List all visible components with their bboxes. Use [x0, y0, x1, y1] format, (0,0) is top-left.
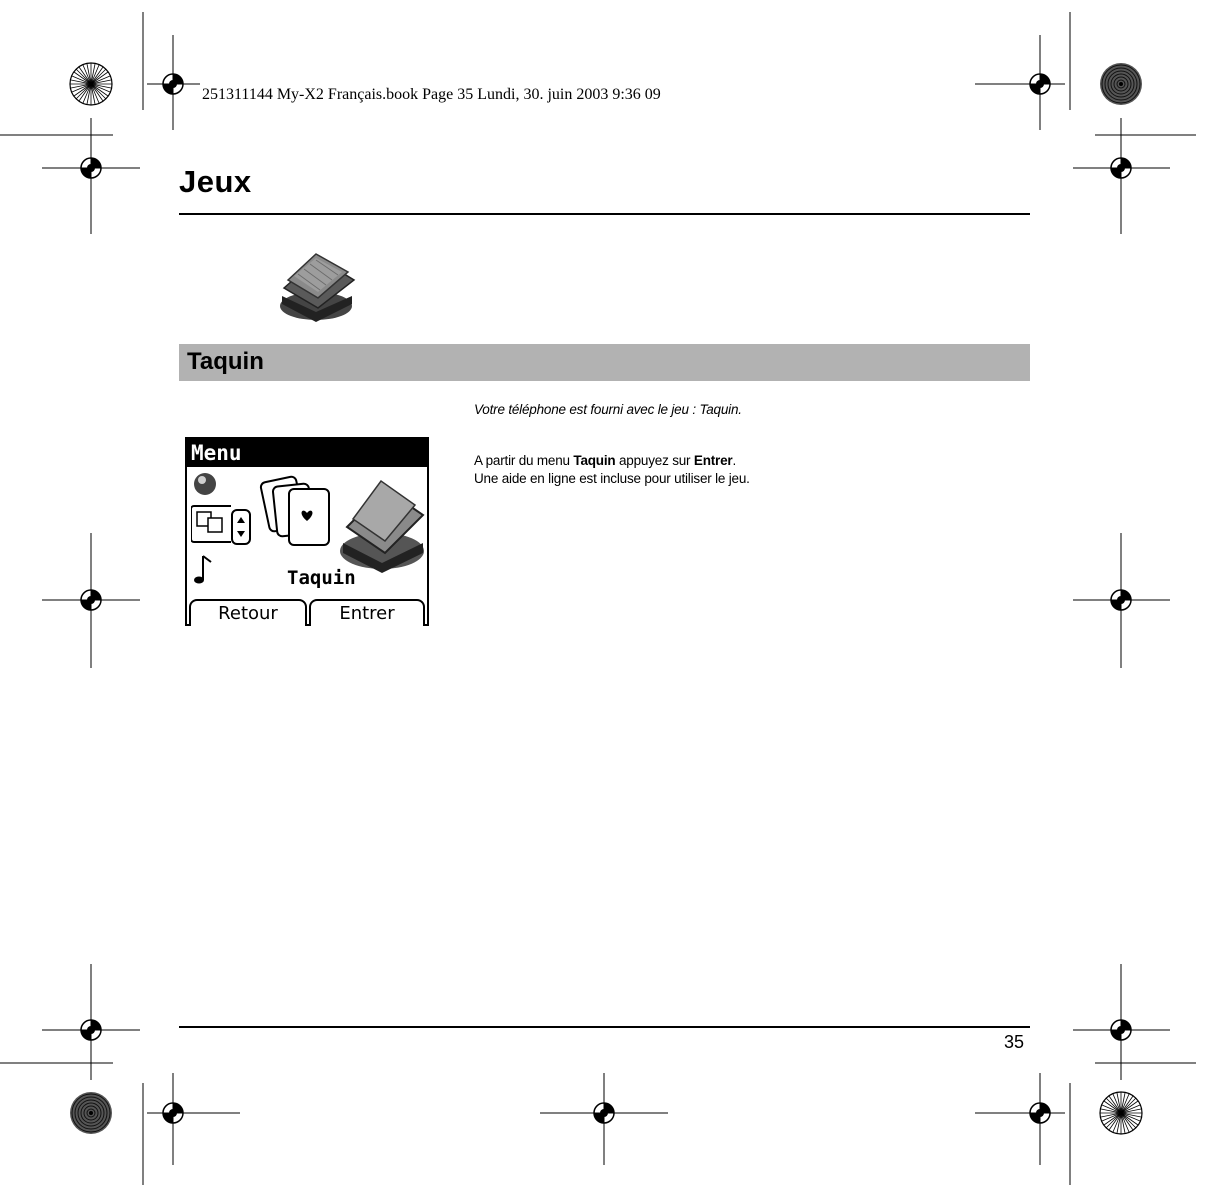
dice-icon — [191, 506, 231, 542]
phone-selected-item: Taquin — [287, 567, 356, 589]
title-rule — [179, 213, 1030, 215]
page-number: 35 — [1004, 1032, 1025, 1052]
instruction-text: . — [732, 453, 737, 468]
softkey-enter-button[interactable]: Entrer — [309, 599, 425, 626]
phone-screen — [185, 437, 429, 626]
page-title: Jeux — [179, 164, 252, 199]
phone-menu-title: Menu — [191, 441, 242, 465]
instruction-line-2: Une aide en ligne est incluse pour utiliser le jeu. — [474, 471, 750, 486]
key-name-emphasis: Entrer — [693, 453, 733, 468]
footer-rule — [179, 1026, 1030, 1028]
intro-text: Votre téléphone est fourni avec le jeu : Taquin. — [474, 402, 742, 417]
globe-icon — [194, 473, 216, 495]
music-note-icon — [194, 556, 211, 584]
book-header-line: 251311144 My-X2 Français.book Page 35 Lundi, 30. juin 2003 9:36 09 — [202, 86, 661, 103]
menu-name-emphasis: Taquin — [573, 453, 616, 468]
softkey-back-button[interactable]: Retour — [189, 599, 307, 626]
phone-menu-side-icons — [191, 470, 231, 590]
section-title: Taquin — [187, 348, 264, 375]
instruction-text: appuyez sur — [615, 453, 694, 468]
playing-cards-icon — [257, 475, 427, 580]
phone-menu-header — [187, 439, 427, 467]
game-cards-icon — [272, 250, 364, 326]
card-stack — [340, 481, 424, 573]
instruction-line-1 — [474, 453, 736, 468]
scroll-arrows-icon — [231, 509, 251, 545]
section-header-bar — [179, 344, 1030, 381]
instruction-text: A partir du menu — [474, 453, 574, 468]
